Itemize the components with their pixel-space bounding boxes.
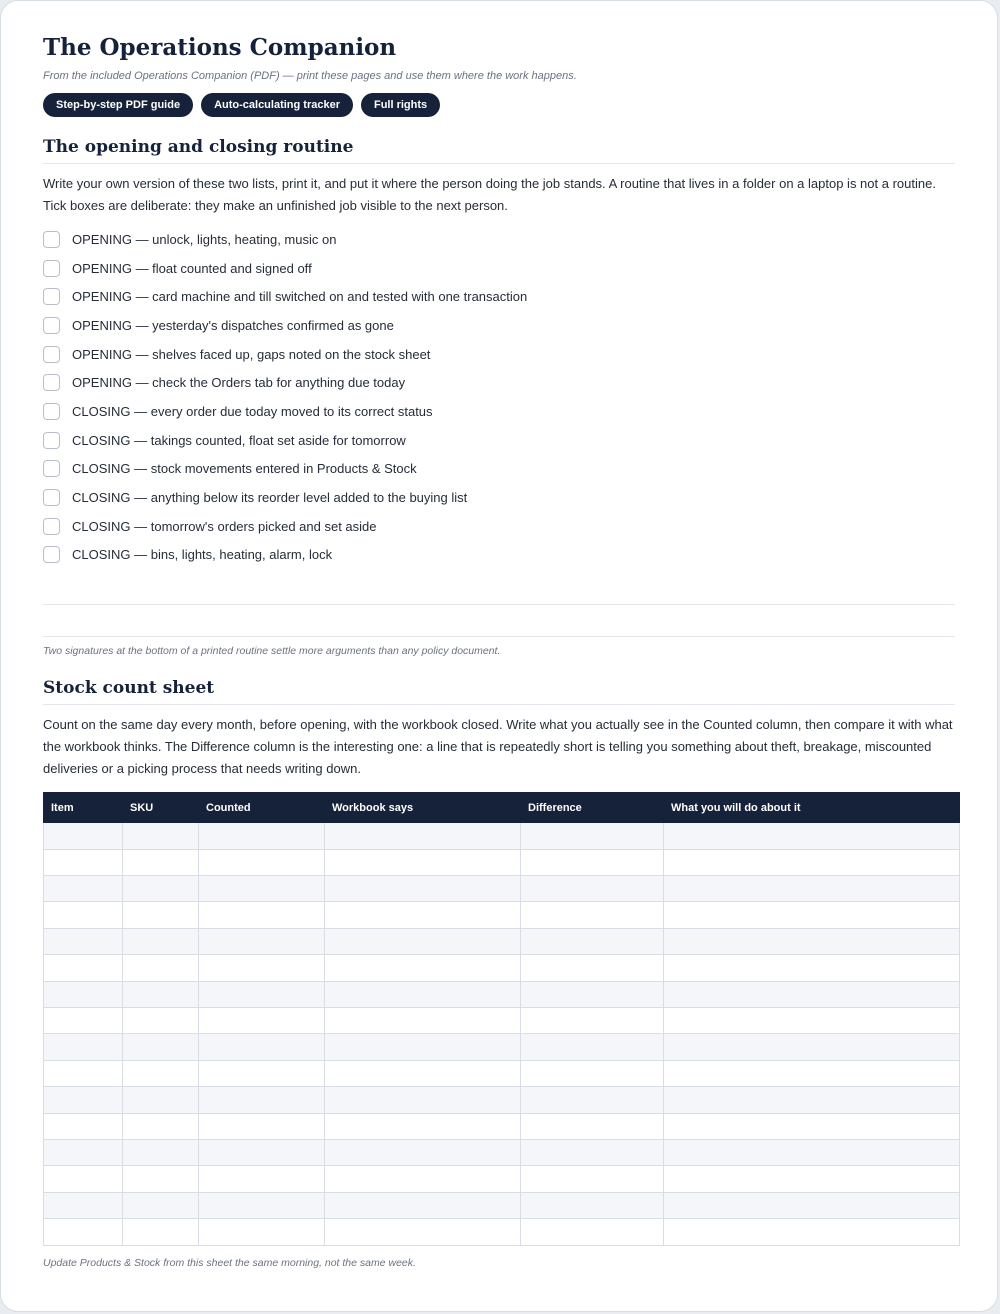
table-cell[interactable]: [199, 1113, 325, 1139]
table-cell[interactable]: [123, 1139, 199, 1165]
table-cell[interactable]: [199, 902, 325, 928]
table-cell[interactable]: [664, 876, 960, 902]
table-cell[interactable]: [123, 902, 199, 928]
badge-pdf-guide: Step-by-step PDF guide: [43, 93, 193, 117]
table-cell[interactable]: [44, 902, 123, 928]
table-cell[interactable]: [123, 1087, 199, 1113]
checkbox[interactable]: [43, 403, 60, 420]
table-cell[interactable]: [123, 1219, 199, 1245]
table-row: [44, 1007, 960, 1033]
routine-checklist: [43, 225, 955, 569]
table-header-row: [44, 793, 960, 823]
routine-intro: Write your own version of these two lists, print it, and put it where the person doing the job stands. A routine that lives in a folder on a laptop is not a routine. Tick boxes are deliberate: they make an unfinished job visible to the next person.: [43, 176, 936, 213]
checklist-item-label: CLOSING — every order due today moved to its correct status: [72, 403, 433, 419]
feature-badges: [43, 93, 955, 117]
table-cell[interactable]: [199, 1192, 325, 1218]
checklist-item[interactable]: [43, 340, 955, 369]
table-cell[interactable]: [199, 1166, 325, 1192]
table-cell[interactable]: [664, 1060, 960, 1086]
checklist-item[interactable]: [43, 311, 955, 340]
table-cell[interactable]: [123, 1192, 199, 1218]
badge-tracker: Auto-calculating tracker: [201, 93, 353, 117]
table-cell[interactable]: [199, 823, 325, 849]
checklist-item[interactable]: [43, 541, 955, 570]
stock-table-body: [44, 823, 960, 1245]
table-cell[interactable]: [123, 1166, 199, 1192]
table-cell[interactable]: [44, 1166, 123, 1192]
col-counted: Counted: [199, 793, 325, 823]
table-cell[interactable]: [521, 1060, 664, 1086]
signature-note: Two signatures at the bottom of a printed routine settle more arguments than any policy document.: [43, 645, 501, 658]
table-row: [44, 1219, 960, 1245]
table-row: [44, 1060, 960, 1086]
checklist-item[interactable]: [43, 455, 955, 484]
checklist-item-label: CLOSING — stock movements entered in Products & Stock: [72, 461, 417, 477]
table-cell[interactable]: [521, 1166, 664, 1192]
page-subtitle: From the included Operations Companion (PDF) — print these pages and use them where the work happens.: [43, 70, 577, 82]
table-cell[interactable]: [199, 955, 325, 981]
table-cell[interactable]: [44, 876, 123, 902]
table-cell[interactable]: [664, 1087, 960, 1113]
stock-heading: Stock count sheet: [43, 676, 955, 705]
checklist-item-label: OPENING — check the Orders tab for anything due today: [72, 375, 406, 391]
table-row: [44, 849, 960, 875]
checklist-item-label: OPENING — float counted and signed off: [72, 260, 312, 276]
table-cell[interactable]: [123, 981, 199, 1007]
table-cell[interactable]: [44, 1192, 123, 1218]
table-cell[interactable]: [325, 823, 521, 849]
table-cell[interactable]: [325, 928, 521, 954]
table-cell[interactable]: [199, 1087, 325, 1113]
col-workbook-says: Workbook says: [325, 793, 521, 823]
table-cell[interactable]: [123, 1034, 199, 1060]
table-cell[interactable]: [521, 1219, 664, 1245]
table-row: [44, 1139, 960, 1165]
table-cell[interactable]: [521, 928, 664, 954]
checklist-item[interactable]: [43, 426, 955, 455]
table-cell[interactable]: [664, 849, 960, 875]
table-cell[interactable]: [325, 981, 521, 1007]
checklist-item[interactable]: [43, 254, 955, 283]
table-cell[interactable]: [521, 849, 664, 875]
checklist-item[interactable]: [43, 282, 955, 311]
table-cell[interactable]: [521, 902, 664, 928]
table-cell[interactable]: [199, 1219, 325, 1245]
table-row: [44, 876, 960, 902]
table-cell[interactable]: [325, 955, 521, 981]
table-cell[interactable]: [123, 1060, 199, 1086]
checkbox[interactable]: [43, 432, 60, 449]
table-cell[interactable]: [664, 823, 960, 849]
table-cell[interactable]: [199, 1007, 325, 1033]
table-cell[interactable]: [123, 1113, 199, 1139]
table-cell[interactable]: [664, 1034, 960, 1060]
checklist-item[interactable]: [43, 483, 955, 512]
table-cell[interactable]: [199, 1139, 325, 1165]
table-cell[interactable]: [199, 1060, 325, 1086]
table-cell[interactable]: [325, 1060, 521, 1086]
checklist-item[interactable]: [43, 512, 955, 541]
checklist-item-label: CLOSING — bins, lights, heating, alarm, lock: [72, 547, 333, 563]
signature-line: [43, 604, 955, 605]
checklist-item[interactable]: [43, 225, 955, 254]
table-cell[interactable]: [325, 849, 521, 875]
col-action: What you will do about it: [664, 793, 960, 823]
checklist-item-label: OPENING — shelves faced up, gaps noted on the stock sheet: [72, 346, 431, 362]
checklist-item[interactable]: [43, 368, 955, 397]
table-cell[interactable]: [44, 849, 123, 875]
stock-count-table: [43, 792, 960, 1245]
table-cell[interactable]: [325, 876, 521, 902]
table-cell[interactable]: [325, 1139, 521, 1165]
table-cell[interactable]: [325, 1113, 521, 1139]
table-cell[interactable]: [44, 1113, 123, 1139]
table-cell[interactable]: [199, 876, 325, 902]
col-sku: SKU: [123, 793, 199, 823]
table-row: [44, 1166, 960, 1192]
table-cell[interactable]: [664, 902, 960, 928]
table-row: [44, 981, 960, 1007]
table-cell[interactable]: [123, 823, 199, 849]
table-cell[interactable]: [123, 928, 199, 954]
checkbox[interactable]: [43, 288, 60, 305]
table-cell[interactable]: [664, 1113, 960, 1139]
table-cell[interactable]: [123, 955, 199, 981]
table-cell[interactable]: [199, 928, 325, 954]
checklist-item-label: CLOSING — tomorrow's orders picked and set aside: [72, 518, 377, 534]
checkbox[interactable]: [43, 489, 60, 506]
table-cell[interactable]: [521, 1113, 664, 1139]
badge-full-rights: Full rights: [361, 93, 440, 117]
col-item: Item: [44, 793, 123, 823]
checkbox[interactable]: [43, 518, 60, 535]
checklist-item[interactable]: [43, 397, 955, 426]
checkbox[interactable]: [43, 231, 60, 248]
table-cell[interactable]: [325, 1192, 521, 1218]
table-row: [44, 823, 960, 849]
table-row: [44, 1034, 960, 1060]
table-cell[interactable]: [123, 849, 199, 875]
table-cell[interactable]: [325, 1166, 521, 1192]
table-cell[interactable]: [44, 981, 123, 1007]
routine-heading: The opening and closing routine: [43, 135, 955, 164]
table-cell[interactable]: [664, 1192, 960, 1218]
table-cell[interactable]: [325, 1087, 521, 1113]
table-cell[interactable]: [664, 955, 960, 981]
table-row: [44, 1113, 960, 1139]
table-cell[interactable]: [664, 981, 960, 1007]
table-cell[interactable]: [44, 955, 123, 981]
stock-intro: Count on the same day every month, before opening, with the workbook closed. Write what you actually see in the Counted column, then compare it with what the workbook thinks. The Difference column is the interesting one: a line that is repeatedly short is telling you something about theft, breakage, miscounted deliveries or a picking process that needs writing down.: [43, 717, 953, 777]
table-row: [44, 1087, 960, 1113]
table-cell[interactable]: [664, 1166, 960, 1192]
table-cell[interactable]: [521, 1034, 664, 1060]
table-cell[interactable]: [199, 981, 325, 1007]
table-cell[interactable]: [44, 928, 123, 954]
table-cell[interactable]: [521, 823, 664, 849]
table-cell[interactable]: [664, 928, 960, 954]
table-cell[interactable]: [521, 1139, 664, 1165]
table-cell[interactable]: [44, 1060, 123, 1086]
page-title: The Operations Companion: [43, 34, 397, 61]
table-cell[interactable]: [44, 823, 123, 849]
checkbox[interactable]: [43, 460, 60, 477]
table-cell[interactable]: [664, 1219, 960, 1245]
checkbox[interactable]: [43, 260, 60, 277]
checklist-item-label: OPENING — unlock, lights, heating, music on: [72, 231, 337, 247]
table-cell[interactable]: [521, 955, 664, 981]
table-cell[interactable]: [44, 1087, 123, 1113]
table-cell[interactable]: [199, 849, 325, 875]
checkbox[interactable]: [43, 346, 60, 363]
table-cell[interactable]: [44, 1219, 123, 1245]
col-difference: Difference: [521, 793, 664, 823]
table-cell[interactable]: [521, 1087, 664, 1113]
table-cell[interactable]: [199, 1034, 325, 1060]
table-cell[interactable]: [325, 1219, 521, 1245]
table-cell[interactable]: [325, 902, 521, 928]
table-cell[interactable]: [521, 1192, 664, 1218]
checklist-item-label: OPENING — yesterday's dispatches confirmed as gone: [72, 317, 394, 333]
table-row: [44, 1192, 960, 1218]
table-cell[interactable]: [44, 1139, 123, 1165]
table-row: [44, 902, 960, 928]
checklist-item-label: CLOSING — anything below its reorder level added to the buying list: [72, 490, 468, 506]
table-cell[interactable]: [664, 1139, 960, 1165]
table-cell[interactable]: [123, 1007, 199, 1033]
table-cell[interactable]: [123, 876, 199, 902]
table-cell[interactable]: [44, 1034, 123, 1060]
checkbox[interactable]: [43, 374, 60, 391]
stock-footer-note: Update Products & Stock from this sheet the same morning, not the same week.: [43, 1256, 416, 1269]
table-cell[interactable]: [325, 1007, 521, 1033]
table-cell[interactable]: [521, 876, 664, 902]
table-cell[interactable]: [521, 1007, 664, 1033]
checkbox[interactable]: [43, 546, 60, 563]
checklist-item-label: CLOSING — takings counted, float set aside for tomorrow: [72, 432, 406, 448]
table-cell[interactable]: [325, 1034, 521, 1060]
table-row: [44, 955, 960, 981]
table-cell[interactable]: [521, 981, 664, 1007]
table-row: [44, 928, 960, 954]
checklist-item-label: OPENING — card machine and till switched on and tested with one transaction: [72, 289, 528, 305]
signature-line: [43, 636, 955, 637]
table-cell[interactable]: [44, 1007, 123, 1033]
checkbox[interactable]: [43, 317, 60, 334]
table-cell[interactable]: [664, 1007, 960, 1033]
